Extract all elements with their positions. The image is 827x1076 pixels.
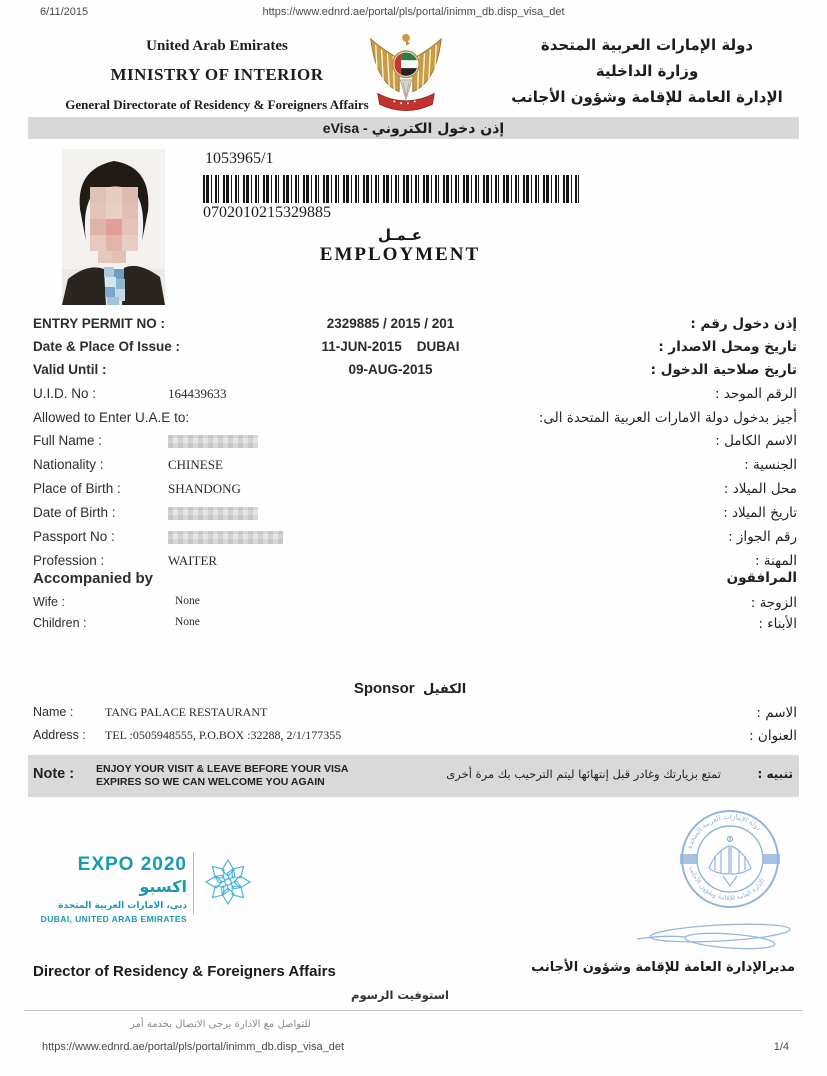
sponsor-section-title <box>280 680 540 697</box>
field-label-ar: تاريخ ومحل الاصدار : <box>658 339 797 355</box>
field-label-en: Profession : <box>33 553 105 568</box>
country-name-en: United Arab Emirates <box>146 38 288 54</box>
field-row-sponsor-address <box>33 728 797 748</box>
field-label-en: Wife : <box>33 595 65 609</box>
uae-falcon-emblem-icon <box>362 31 450 115</box>
field-label-en: Name : <box>33 705 74 719</box>
header-english <box>22 38 412 113</box>
note-label-en: Note : <box>33 766 75 782</box>
evisa-banner-label-ar: إذن دخول الكتروني <box>371 121 505 137</box>
redacted-value <box>168 531 283 544</box>
field-row-date-of-birth <box>33 505 797 525</box>
field-label-ar: الاسم : <box>756 705 797 721</box>
expo2020-logo <box>40 852 250 924</box>
field-value: CHINESE <box>168 457 223 472</box>
field-label-en: Address : <box>33 728 86 742</box>
field-label-ar: الاسم الكامل : <box>715 433 797 449</box>
field-row-entry-permit <box>33 316 797 336</box>
field-label-en: Valid Until : <box>33 362 107 377</box>
field-row-children <box>33 616 797 636</box>
official-round-stamp-icon <box>665 806 795 921</box>
ministry-name-ar: وزارة الداخلية <box>595 62 699 80</box>
visa-type-en: EMPLOYMENT <box>319 244 481 265</box>
sponsor-title-ar: الكفيل <box>423 682 467 697</box>
permit-file-number: 1053965/1 <box>205 150 274 167</box>
accompanied-title-ar: المرافقون <box>726 570 797 586</box>
field-value: TEL :0505948555, P.O.BOX :32288, 2/1/177355 <box>105 728 342 742</box>
field-label-en: Nationality : <box>33 457 104 472</box>
stamp-ring-text-top: دولة الإمارات العربية المتحدة <box>685 812 763 850</box>
note-text-ar: تمتع بزيارتك وغادر قبل إنتهائها ليتم الترحيب بك مرة أخرى <box>446 767 721 781</box>
field-label-en: Place of Birth : <box>33 481 121 496</box>
footer-url: https://www.ednrd.ae/portal/pls/portal/inimm_db.disp_visa_det <box>42 1041 345 1053</box>
field-label-ar: العنوان : <box>749 728 797 744</box>
redacted-value <box>168 435 258 448</box>
field-label-ar: الزوجة : <box>750 595 797 611</box>
page-number: 1/4 <box>773 1041 789 1053</box>
accompanied-by-section-title <box>33 570 797 590</box>
note-text-line2: EXPIRES SO WE CAN WELCOME YOU AGAIN <box>96 776 325 788</box>
note-band <box>28 755 799 797</box>
field-label-en: Date of Birth : <box>33 505 116 520</box>
field-label-en: Full Name : <box>33 433 103 448</box>
field-value: SHANDONG <box>168 481 241 496</box>
expo-geometric-flower-icon <box>202 856 254 913</box>
signature <box>625 915 805 965</box>
expo-subtitle-en: DUBAI, UNITED ARAB EMIRATES <box>40 914 187 924</box>
field-label-ar: المهنة : <box>754 553 797 569</box>
evisa-banner-label-en: eVisa - <box>322 120 372 136</box>
field-value: 11-JUN-2015 DUBAI <box>321 339 460 354</box>
field-label-ar: تاريخ صلاحية الدخول : <box>650 362 797 378</box>
field-label-en: Passport No : <box>33 529 115 544</box>
field-value: WAITER <box>168 553 218 568</box>
field-row-nationality <box>33 457 797 477</box>
field-row-full-name <box>33 433 797 453</box>
field-value: TANG PALACE RESTAURANT <box>105 705 268 719</box>
field-value: None <box>175 616 200 628</box>
fees-collected-ar: استوفيت الرسوم <box>351 988 449 1002</box>
evisa-banner <box>28 117 799 139</box>
field-row-valid-until <box>33 362 797 382</box>
field-value: 09-AUG-2015 <box>348 362 433 377</box>
field-label-ar: الأبناء : <box>758 616 797 632</box>
note-text-line1: ENJOY YOUR VISIT & LEAVE BEFORE YOUR VISA <box>96 763 349 775</box>
field-label-ar: محل الميلاد : <box>723 481 797 497</box>
ministry-name-en: MINISTRY OF INTERIOR <box>110 65 324 84</box>
contact-note-ar: للتواصل مع الادارة يرجى الاتصال بخدمة أمر <box>130 1019 311 1030</box>
field-row-allowed-to-enter <box>33 410 797 430</box>
redacted-value <box>168 507 258 520</box>
field-label-ar: رقم الجواز : <box>728 529 797 545</box>
field-row-place-of-birth <box>33 481 797 501</box>
directorate-name-en: General Directorate of Residency & Foreigners Affairs <box>65 97 369 112</box>
expo-title: EXPO 2020 اكسبو <box>77 854 187 896</box>
field-label-en: Children : <box>33 616 87 630</box>
header-arabic <box>487 36 807 114</box>
print-url: https://www.ednrd.ae/portal/pls/portal/inimm_db.disp_visa_det <box>262 6 565 18</box>
expo-subtitle-ar: دبي، الامارات العربية المتحدة <box>58 901 187 911</box>
field-row-passport-no <box>33 529 797 549</box>
directorate-name-ar: الإدارة العامة للإقامة وشؤون الأجانب <box>511 88 783 106</box>
applicant-photo <box>62 149 165 305</box>
field-row-uid <box>33 386 797 406</box>
director-title-ar: مديرالإدارة العامة للإقامة وشؤون الأجانب <box>531 960 795 975</box>
stamp-ring-text-bottom: الإدارة العامة للإقامة وشؤون الأجانب <box>687 865 767 903</box>
field-label-ar: الجنسية : <box>744 457 797 473</box>
svg-text:دولة الإمارات العربية المتحدة <box>685 813 762 850</box>
barcode-number: 0702010215329885 <box>203 204 331 221</box>
country-name-ar: دولة الإمارات العربية المتحدة <box>540 36 754 54</box>
director-title-en: Director of Residency & Foreigners Affairs <box>33 963 336 980</box>
visa-type-ar: عـمـل <box>378 226 422 244</box>
field-value: 2329885 / 2015 / 201 <box>326 316 455 331</box>
barcode <box>203 175 583 203</box>
field-label-en: ENTRY PERMIT NO : <box>33 316 166 331</box>
field-label-en: Allowed to Enter U.A.E to: <box>33 410 190 425</box>
field-label-en: Date & Place Of Issue : <box>33 339 181 354</box>
footer-divider <box>24 1010 803 1011</box>
field-row-wife <box>33 595 797 615</box>
field-label-ar: تاريخ الميلاد : <box>723 505 797 521</box>
field-label-ar: أجيز بدخول دولة الامارات العربية المتحدة الى: <box>538 410 797 426</box>
print-date: 6/11/2015 <box>40 6 89 18</box>
sponsor-title-en: Sponsor <box>353 680 415 697</box>
accompanied-title-en: Accompanied by <box>33 570 154 587</box>
field-row-date-place-issue <box>33 339 797 359</box>
field-label-ar: الرقم الموحد : <box>715 386 797 402</box>
expo-divider <box>193 852 194 914</box>
field-label-en: U.I.D. No : <box>33 386 97 401</box>
field-label-ar: إذن دخول رقم : <box>690 316 797 332</box>
field-value: None <box>175 595 200 607</box>
field-row-sponsor-name <box>33 705 797 725</box>
note-label-ar: تنبيه : <box>757 767 793 781</box>
field-value: 164439633 <box>168 386 227 401</box>
